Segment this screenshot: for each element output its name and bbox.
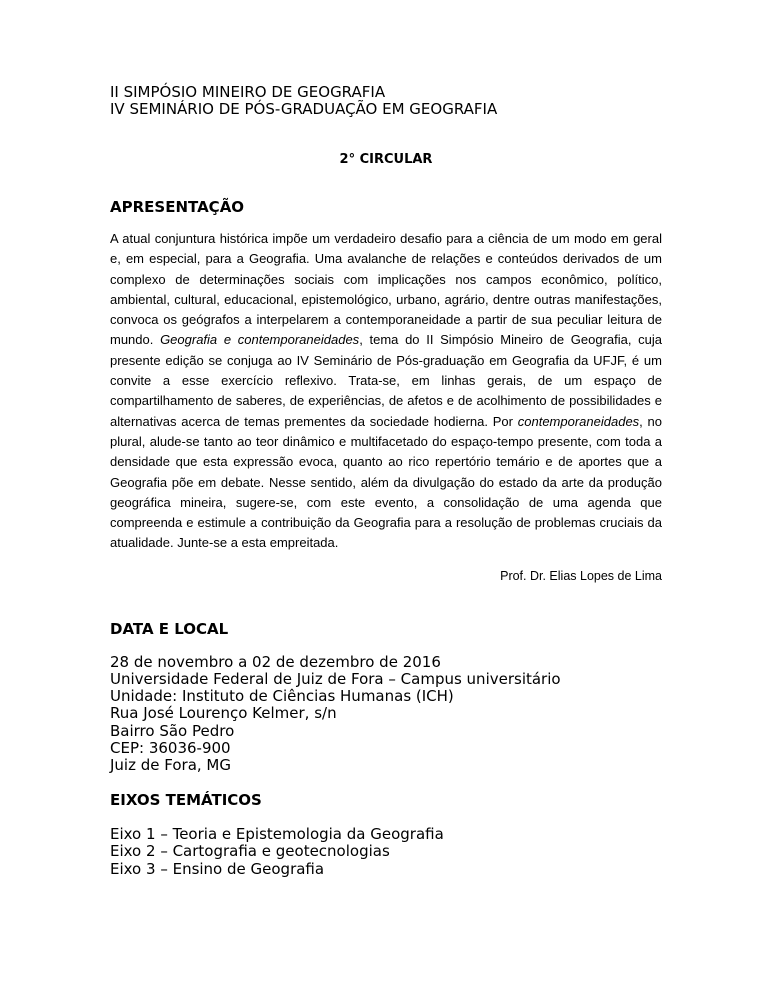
apresentacao-text-2: , tema do II Simpósio Mineiro de Geografia, cuja presente edição se conjuga ao IV Seminário de Pós-graduação em Geografia da UFJF, é um convite a esse exercício reflexivo. Trata-se, em linhas gerais, de um espaço de compartilhamento de saberes, de experiências, de afetos e de acolhimento de possibilidades e alternativas acerca de temas prementes da sociedade hodierna. Por	[110, 332, 662, 429]
circular-title: 2° CIRCULAR	[339, 152, 433, 167]
data-local-heading: DATA E LOCAL	[110, 619, 229, 638]
apresentacao-emphasis-1: Geografia e contemporaneidades	[160, 332, 360, 348]
apresentacao-text-3: , no plural, alude-se tanto ao teor dinâmico e multifacetado do espaço-tempo presente, com toda a densidade que esta expressão evoca, quanto ao rico repertório temário e de aportes que a Geografia põe em debate. Nesse sentido, além da divulgação do estado da arte da produção geográfica mineira, sugere-se, com este evento, a consolidação de uma agenda que compreenda e estimule a contribuição da Geografia para a resolução de problemas cruciais da atualidade. Junte-se a esta empreitada.	[110, 413, 662, 551]
apresentacao-heading: APRESENTAÇÃO	[110, 198, 245, 216]
document-page	[110, 84, 662, 878]
data-local-line: Rua José Lourenço Kelmer, s/n	[110, 704, 337, 723]
signature: Prof. Dr. Elias Lopes de Lima	[500, 568, 662, 583]
data-local-line: Juiz de Fora, MG	[110, 755, 231, 774]
data-local-line: 28 de novembro a 02 de dezembro de 2016	[110, 652, 441, 671]
data-local-line: Bairro São Pedro	[110, 721, 235, 740]
eixos-block	[110, 826, 662, 878]
eixo-line: Eixo 1 – Teoria e Epistemologia da Geografia	[110, 825, 444, 844]
data-local-line: CEP: 36036-900	[110, 738, 231, 757]
data-local-block	[110, 654, 662, 774]
data-local-line: Unidade: Instituto de Ciências Humanas (ICH)	[110, 687, 454, 706]
event-title-1: II SIMPÓSIO MINEIRO DE GEOGRAFIA	[110, 83, 386, 101]
event-title-2: IV SEMINÁRIO DE PÓS-GRADUAÇÃO EM GEOGRAFIA	[110, 100, 498, 118]
apresentacao-emphasis-2: contemporaneidades	[517, 413, 640, 429]
apresentacao-paragraph	[110, 229, 662, 554]
eixos-heading: EIXOS TEMÁTICOS	[110, 791, 262, 810]
apresentacao-text-1: A atual conjuntura histórica impõe um verdadeiro desafio para a ciência de um modo em geral e, em especial, para a Geografia. Uma avalanche de relações e conteúdos derivados de um complexo de determinações sociais com implicações nos campos econômico, político, ambiental, cultural, educacional, epistemológico, urbano, agrário, dentre outras manifestações, convoca os geógrafos a interpelarem a contemporaneidade a partir de sua peculiar leitura de mundo.	[110, 231, 662, 348]
eixo-line: Eixo 3 – Ensino de Geografia	[110, 859, 325, 878]
eixo-line: Eixo 2 – Cartografia e geotecnologias	[110, 842, 390, 861]
data-local-line: Universidade Federal de Juiz de Fora – Campus universitário	[110, 669, 561, 688]
